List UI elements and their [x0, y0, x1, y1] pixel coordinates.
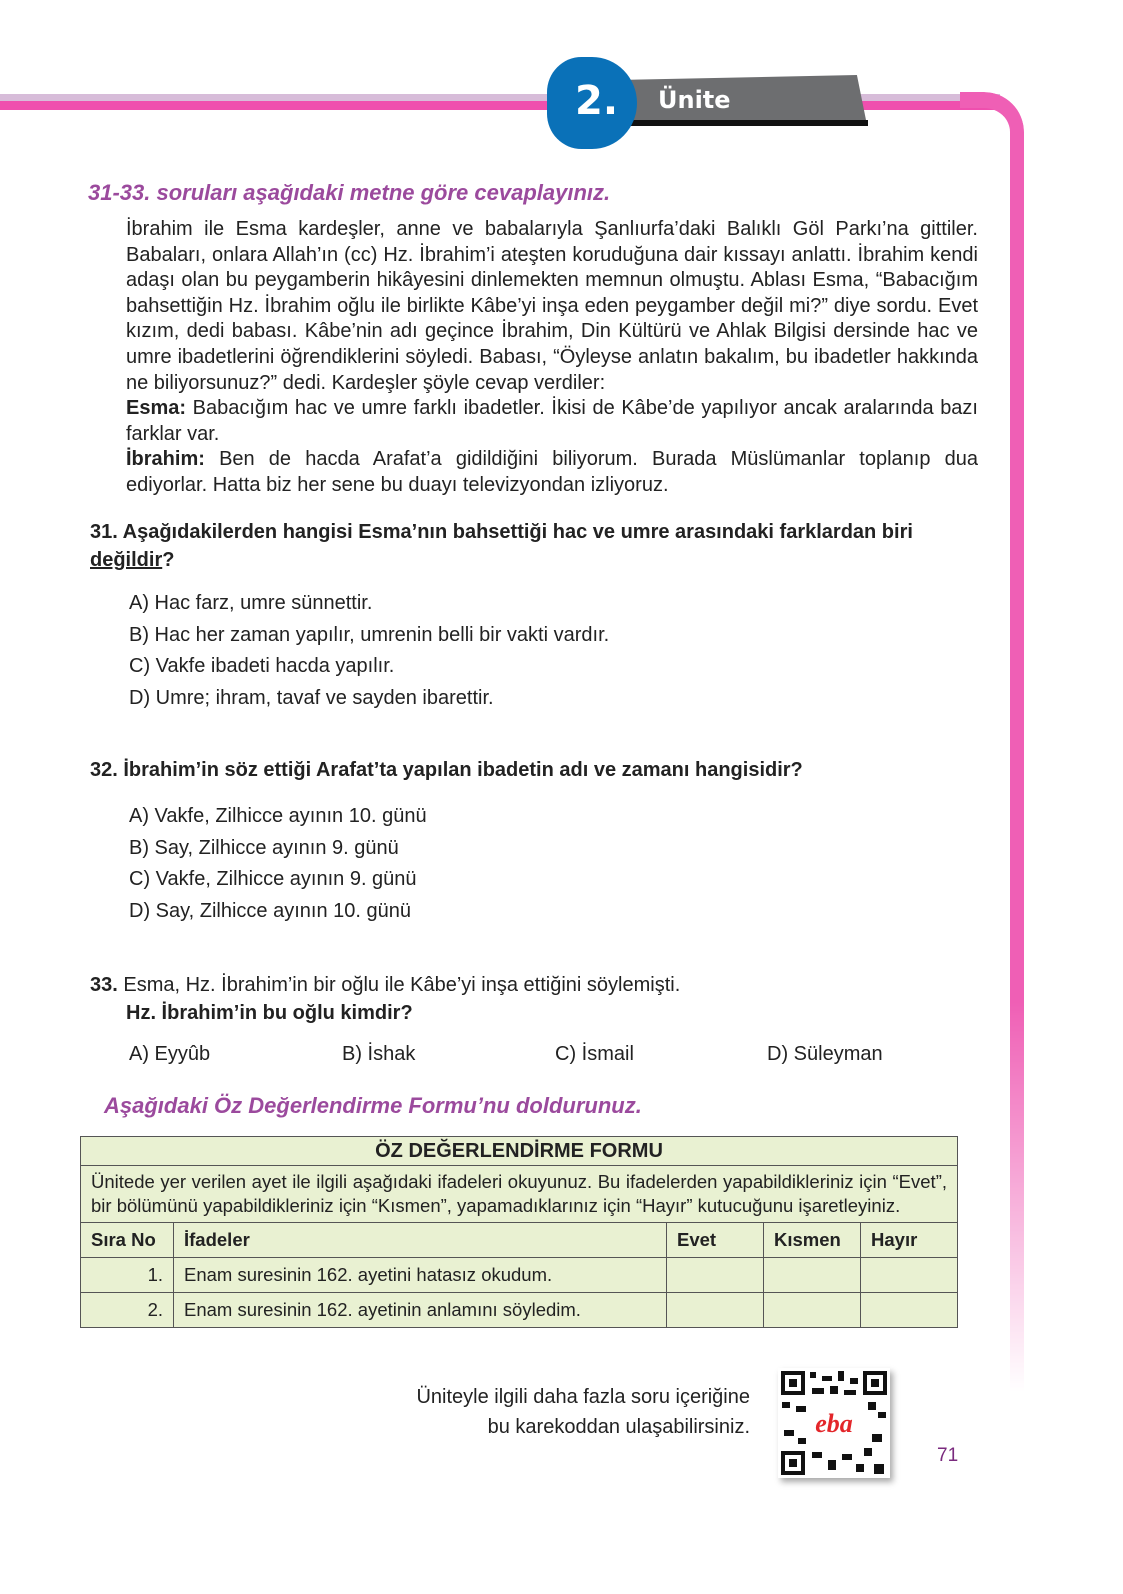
dialog-ibrahim [126, 447, 978, 498]
row-number: 2. [81, 1293, 174, 1328]
option-b[interactable]: B) Hac her zaman yapılır, umrenin belli bir vakti vardır. [129, 623, 610, 646]
qr-caption-line: Üniteyle ilgili daha fazla soru içeriğine [416, 1386, 750, 1408]
question-32 [90, 759, 803, 782]
question-text: Esma, Hz. İbrahim’in bir oğlu ile Kâbe’yi inşa ettiğini söylemişti. [123, 974, 681, 996]
option-c[interactable]: C) Vakfe ibadeti hacda yapılır. [129, 655, 395, 678]
speaker: Esma: [126, 397, 187, 420]
question-mark: ? [162, 549, 175, 571]
q31-options [129, 588, 609, 715]
self-assessment-form [80, 1136, 958, 1328]
eba-logo: eba [815, 1409, 853, 1438]
option-d[interactable]: D) Süleyman [767, 1043, 883, 1065]
qr-code[interactable] [778, 1368, 890, 1478]
header-ifadeler: İfadeler [174, 1223, 667, 1258]
passage [126, 217, 978, 499]
option-a[interactable]: A) Eyyûb [129, 1043, 211, 1065]
table-row [81, 1293, 958, 1328]
row-number: 1. [81, 1258, 174, 1293]
header-evet: Evet [667, 1223, 764, 1258]
qr-caption-line: bu karekoddan ulaşabilirsiniz. [487, 1416, 750, 1438]
table-row [81, 1258, 958, 1293]
unit-tab-shadow [615, 120, 868, 126]
option-a[interactable]: A) Vakfe, Zilhicce ayının 10. günü [129, 805, 427, 827]
speaker: İbrahim: [126, 448, 205, 471]
option-c[interactable]: C) Vakfe, Zilhicce ayının 9. günü [129, 868, 417, 891]
dialog-text: Babacığım hac ve umre farklı ibadetler. İkisi de Kâbe’de yapılıyor ancak aralarında bazı farklar var. [126, 397, 978, 445]
option-c[interactable]: C) İsmail [555, 1043, 634, 1065]
passage-paragraph: İbrahim ile Esma kardeşler, anne ve babalarıyla Şanlıurfa’daki Balıklı Göl Parkı’na gittiler. Babaları, onlara Allah’ın (cc) Hz. İbrahim’i ateşten koruduğuna dair kıssayı anlattı. İbrahim kendi adaşı olan bu peygamberin hikâyesini dinlemekten memnun olmuştu. Ablası Esma, “Babacığım bahsettiğin Hz. İbrahim oğlu ile birlikte Kâbe’yi inşa eden peygamber değil mi?” diye sordu. Evet kızım, dedi babası. Kâbe’nin adı geçince İbrahim, Din Kültürü ve Ahlak Bilgisi dersinde hac ve umre ibadetlerini öğrendiklerini söyledi. Babası, “Öyleyse anlatın bakalım, bu ibadetler hakkında ne biliyorsunuz?” dedi. Kardeşler şöyle cevap verdiler: [126, 218, 978, 394]
unit-label: Ünite [658, 86, 731, 114]
question-33 [90, 971, 680, 1027]
q32-options [129, 801, 427, 928]
option-a[interactable]: A) Hac farz, umre sünnettir. [129, 592, 373, 614]
header-sira-no: Sıra No [81, 1223, 174, 1258]
checkbox-evet[interactable] [667, 1293, 764, 1328]
header-hayir: Hayır [861, 1223, 958, 1258]
unit-tab [615, 75, 867, 125]
form-title: ÖZ DEĞERLENDİRME FORMU [81, 1137, 958, 1166]
question-text-bold: Hz. İbrahim’in bu oğlu kimdir? [126, 1002, 413, 1024]
checkbox-hayir[interactable] [861, 1293, 958, 1328]
instruction-heading: 31-33. soruları aşağıdaki metne göre cevaplayınız. [88, 180, 611, 205]
question-number: 33. [90, 974, 118, 996]
checkbox-evet[interactable] [667, 1258, 764, 1293]
option-d[interactable]: D) Umre; ihram, tavaf ve sayden ibarettir. [129, 687, 494, 710]
header-kismen: Kısmen [764, 1223, 861, 1258]
row-statement: Enam suresinin 162. ayetinin anlamını söyledim. [174, 1293, 667, 1328]
qr-caption [350, 1382, 750, 1442]
option-b[interactable]: B) İshak [342, 1043, 416, 1065]
checkbox-kismen[interactable] [764, 1258, 861, 1293]
question-number: 31. [90, 521, 118, 543]
question-emphasis: değildir [90, 549, 163, 571]
qr-code-icon [778, 1368, 890, 1478]
checkbox-hayir[interactable] [861, 1258, 958, 1293]
row-statement: Enam suresinin 162. ayetini hatasız okudum. [174, 1258, 667, 1293]
form-description: Ünitede yer verilen ayet ile ilgili aşağıdaki ifadeleri okuyunuz. Bu ifadelerden yapabildikleriniz için “Evet”, bir bölümünü yapabildikleriniz için “Kısmen”, yapamadıklarınız için “Hayır” kutucuğunu işaretleyiniz. [81, 1166, 958, 1223]
unit-number: 2. [575, 78, 619, 124]
option-b[interactable]: B) Say, Zilhicce ayının 9. günü [129, 836, 399, 859]
form-instruction: Aşağıdaki Öz Değerlendirme Formu’nu doldurunuz. [104, 1093, 642, 1118]
question-text: İbrahim’in söz ettiği Arafat’ta yapılan ibadetin adı ve zamanı hangisidir? [123, 759, 803, 781]
question-text: Aşağıdakilerden hangisi Esma’nın bahsettiği hac ve umre arasındaki farklardan biri [122, 521, 913, 543]
dialog-esma [126, 396, 978, 447]
dialog-text: Ben de hacda Arafat’a gidildiğini biliyorum. Burada Müslümanlar toplanıp dua ediyorlar. Hatta biz her sene bu duayı televizyondan izliyoruz. [126, 448, 978, 496]
checkbox-kismen[interactable] [764, 1293, 861, 1328]
option-d[interactable]: D) Say, Zilhicce ayının 10. günü [129, 900, 411, 923]
question-number: 32. [90, 759, 118, 781]
question-31 [90, 518, 960, 574]
page-number: 71 [937, 1445, 959, 1466]
